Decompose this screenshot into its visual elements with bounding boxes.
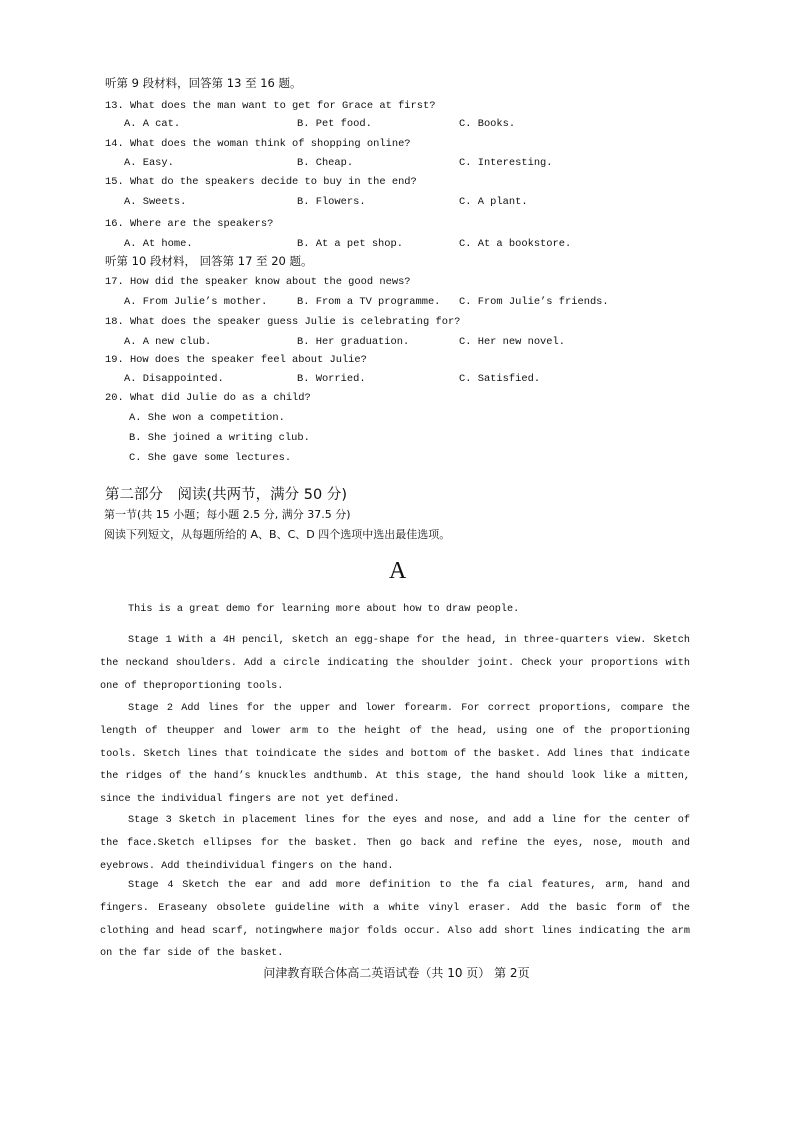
q14-option-a: A. Easy. bbox=[124, 157, 174, 169]
passage-paragraph-stage-4: Stage 4 Sketch the ear and add more definition to the fa cial features, arm, hand and fingers. Eraseany obsolete guideline with a white vinyl eraser. Add the basic form of the clothing and head scarf, notingwhere major folds occur. Also add short lines indicating the arm on the far side of the basket. bbox=[100, 880, 690, 960]
q18-option-a: A. A new club. bbox=[124, 336, 212, 348]
q15-option-b: B. Flowers. bbox=[297, 196, 366, 208]
q13-option-b: B. Pet food. bbox=[297, 118, 372, 130]
q20-option-c: C. She gave some lectures. bbox=[129, 452, 292, 464]
question-14: 14. What does the woman think of shopping online? bbox=[105, 138, 411, 150]
section-10-header: 听第 10 段材料， 回答第 17 至 20 题。 bbox=[105, 254, 313, 268]
q19-option-c: C. Satisfied. bbox=[459, 373, 541, 385]
q16-option-b: B. At a pet shop. bbox=[297, 238, 404, 250]
passage-paragraph-stage-1: Stage 1 With a 4H pencil, sketch an egg-shape for the head, in three-quarters view. Sketch the neckand shoulders. Add a circle indicating the shoulder joint. Check your proportions with one of theproportioning tools. bbox=[100, 635, 690, 692]
question-16: 16. Where are the speakers? bbox=[105, 218, 274, 230]
q15-option-c: C. A plant. bbox=[459, 196, 528, 208]
q18-option-c: C. Her new novel. bbox=[459, 336, 566, 348]
page-footer: 问津教育联合体高二英语试卷（共 10 页） 第 2页 bbox=[263, 966, 530, 980]
q16-option-c: C. At a bookstore. bbox=[459, 238, 572, 250]
q15-option-a: A. Sweets. bbox=[124, 196, 187, 208]
part-two-title: 第二部分 阅读(共两节，满分 50 分) bbox=[105, 487, 347, 503]
q19-option-b: B. Worried. bbox=[297, 373, 366, 385]
q13-option-c: C. Books. bbox=[459, 118, 516, 130]
reading-instructions: 阅读下列短文，从每题所给的 A、B、C、D 四个选项中选出最佳选项。 bbox=[104, 528, 451, 541]
q17-option-b: B. From a TV programme. bbox=[297, 296, 441, 308]
passage-paragraph-stage-3: Stage 3 Sketch in placement lines for the eyes and nose, and add a line for the center of the face.Sketch ellipses for the basket. Then go back and refine the eyes, nose, mouth and eyebrows. Add theindividual fingers on the hand. bbox=[100, 815, 690, 872]
section-one-title: 第一节(共 15 小题；每小题 2.5 分, 满分 37.5 分) bbox=[104, 508, 351, 521]
section-9-header: 听第 9 段材料，回答第 13 至 16 题。 bbox=[105, 76, 302, 90]
question-15: 15. What do the speakers decide to buy in the end? bbox=[105, 176, 417, 188]
question-17: 17. How did the speaker know about the good news? bbox=[105, 276, 411, 288]
q17-option-c: C. From Julie’s friends. bbox=[459, 296, 609, 308]
q18-option-b: B. Her graduation. bbox=[297, 336, 410, 348]
passage-paragraph-intro: This is a great demo for learning more about how to draw people. bbox=[128, 604, 520, 615]
q17-option-a: A. From Julie’s mother. bbox=[124, 296, 268, 308]
q14-option-c: C. Interesting. bbox=[459, 157, 553, 169]
q20-option-a: A. She won a competition. bbox=[129, 412, 285, 424]
q19-option-a: A. Disappointed. bbox=[124, 373, 224, 385]
question-19: 19. How does the speaker feel about Julie? bbox=[105, 354, 367, 366]
q14-option-b: B. Cheap. bbox=[297, 157, 354, 169]
q20-option-b: B. She joined a writing club. bbox=[129, 432, 310, 444]
question-20: 20. What did Julie do as a child? bbox=[105, 392, 311, 404]
passage-paragraph-stage-2: Stage 2 Add lines for the upper and lower forearm. For correct proportions, compare the length of theupper and lower arm to the height of the head, using one of the proportioning tools. Sketch lines that toindicate the sides and bottom of the basket. Add lines that indicate the ridges of the hand’s knuckles andthumb. At this stage, the hand should look like a mitten, since the individual fingers are not yet defined. bbox=[100, 703, 690, 806]
question-18: 18. What does the speaker guess Julie is celebrating for? bbox=[105, 316, 461, 328]
q16-option-a: A. At home. bbox=[124, 238, 193, 250]
question-13: 13. What does the man want to get for Grace at first? bbox=[105, 100, 436, 112]
q13-option-a: A. A cat. bbox=[124, 118, 181, 130]
passage-label: A bbox=[389, 558, 407, 584]
